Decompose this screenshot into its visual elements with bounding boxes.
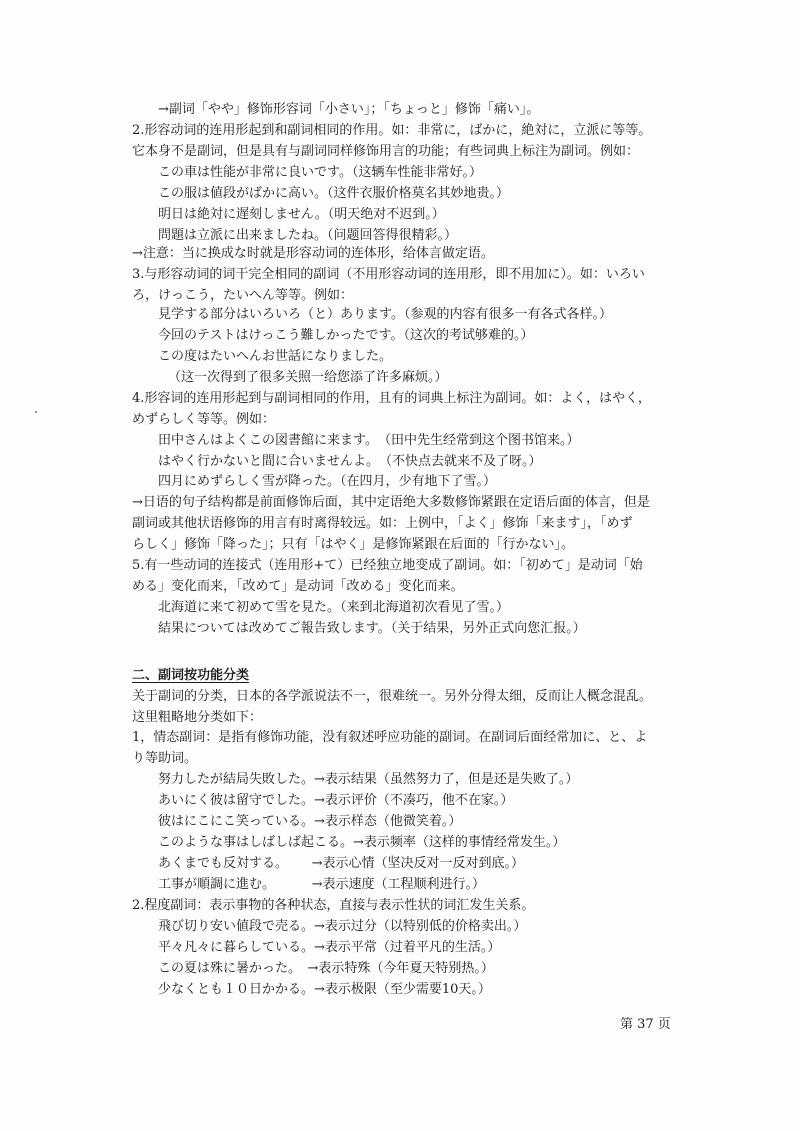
example-sentence: 北海道に来て初めて雪を見た。（来到北海道初次看见了雪。） bbox=[158, 600, 510, 615]
text-line: →副词「やや」修饰形容词「小さい」；「ちょっと」修饰「痛い」。 bbox=[158, 102, 540, 117]
example-translation: （这一次得到了很多关照一给您添了许多麻烦。） bbox=[168, 370, 448, 385]
text-line: らしく」修饰「降った」；只有「はやく」是修饰紧跟在后面的「行かない」。 bbox=[132, 537, 575, 552]
text-line: 2.程度副词：表示事物的各种状态，直接与表示性状的词汇发生关系。 bbox=[132, 898, 535, 913]
text-line: める」变化而来，「改めて」是动词「改める」变化而来。 bbox=[132, 579, 464, 594]
example-sentence: このような事はしばしば起こる。→表示频率（这样的事情经常发生。） bbox=[158, 835, 566, 850]
example-sentence: この車は性能が非常に良いです。（这辆车性能非常好。） bbox=[158, 165, 482, 180]
text-line: ろ，けっこう，たいへん等等。例如： bbox=[132, 288, 354, 303]
text-line: 3.与形容动词的词干完全相同的副词（不用形容动词的连用形，即不用加に）。如：いろい bbox=[132, 267, 645, 282]
text-line: 2.形容动词的连用形起到和副词相同的作用。如：非常に，ばかに，絶対に，立派に等等。 bbox=[132, 123, 652, 138]
example-sentence: 田中さんはよくこの図書館に来ます。 （田中先生经常到这个图书馆来。） bbox=[158, 433, 580, 448]
example-sentence: 四月にめずらしく雪が降った。（在四月，少有地下了雪。） bbox=[158, 474, 497, 489]
example-sentence: はやく行かないと間に合いませんよ。 （不快点去就来不及了呀。） bbox=[158, 454, 542, 469]
text-line: 1，情态副词：是指有修饰功能，没有叙述呼应功能的副词。在副词后面经常加に、と、よ bbox=[132, 730, 648, 745]
text-line: めずらしく等等。例如： bbox=[132, 412, 276, 427]
example-sentence: 問題は立派に出来ましたね。（问题回答得很精彩。） bbox=[158, 228, 458, 243]
example-sentence: 工事が順調に進む。 →表示速度（工程顺利进行。） bbox=[158, 877, 486, 892]
example-sentence: 飛び切り安い値段で売る。→表示过分（以特别低的价格卖出。） bbox=[158, 919, 527, 934]
text-line: 5.有一些动词的连接式（连用形+て）已经独立地变成了副词。如：「初めて」是动词「始 bbox=[132, 558, 643, 573]
text-line: 这里粗略地分类如下： bbox=[132, 710, 263, 725]
scan-speck bbox=[35, 411, 37, 413]
section-heading: 二、副词按功能分类 bbox=[132, 668, 250, 683]
example-sentence: 見学する部分はいろいろ（と）あります。（参观的内容有很多一有各式各样。） bbox=[158, 307, 612, 322]
text-line: 副词或其他状语修饰的用言有时离得较远。如：上例中，「よく」修饰「来ます」，「めず bbox=[132, 516, 633, 531]
example-sentence: 今回のテストはけっこう難しかったです。（这次的考试够难的。） bbox=[158, 328, 534, 343]
example-sentence: この服は値段がばかに高い。（这件衣服价格莫名其妙地贵。） bbox=[158, 186, 510, 201]
text-line: り等助词。 bbox=[132, 751, 198, 766]
example-sentence: あくまでも反対する。 →表示心情（坚决反对一反对到底。） bbox=[158, 856, 525, 871]
example-sentence: あいにく彼は留守でした。→表示评价（不凑巧，他不在家。） bbox=[158, 793, 514, 808]
example-sentence: 努力したが結局失敗した。→表示结果（虽然努力了，但是还是失败了。） bbox=[158, 772, 579, 787]
text-line: 关于副词的分类，日本的各学派说法不一，很难统一。另外分得太细，反而让人概念混乱。 bbox=[132, 689, 653, 704]
example-sentence: 結果については改めてご報告致します。（关于结果，另外正式向您汇报。） bbox=[158, 621, 586, 636]
note-line: →注意：当に换成な时就是形容动词的连体形，给体言做定语。 bbox=[132, 246, 494, 261]
example-sentence: 彼はにこにこ笑っている。→表示样态（他微笑着。） bbox=[158, 814, 462, 829]
note-line: →日语的句子结构都是前面修饰后面，其中定语绝大多数修饰紧跟在定语后面的体言，但是 bbox=[132, 495, 650, 510]
text-line: 4.形容词的连用形起到与副词相同的作用，且有的词典上标注为副词。如：よく，はやく， bbox=[132, 391, 651, 406]
text-line: 它本身不是副词，但是具有与副词同样修饰用言的功能；有些词典上标注为副词。例如： bbox=[132, 144, 640, 159]
example-sentence: この度はたいへんお世話になりました。 bbox=[158, 349, 393, 364]
example-sentence: 平々凡々に暮らしている。→表示平常（过着平凡的生活。） bbox=[158, 940, 501, 955]
example-sentence: 明日は絶対に遅刻しません。（明天绝对不迟到。） bbox=[158, 207, 445, 222]
example-sentence: 少なくとも１０日かかる。→表示极限（至少需要10天。） bbox=[158, 982, 491, 997]
page-number: 第 37 页 bbox=[620, 1017, 671, 1032]
example-sentence: この夏は殊に暑かった。 →表示特殊（今年夏天特别热。） bbox=[158, 961, 494, 976]
